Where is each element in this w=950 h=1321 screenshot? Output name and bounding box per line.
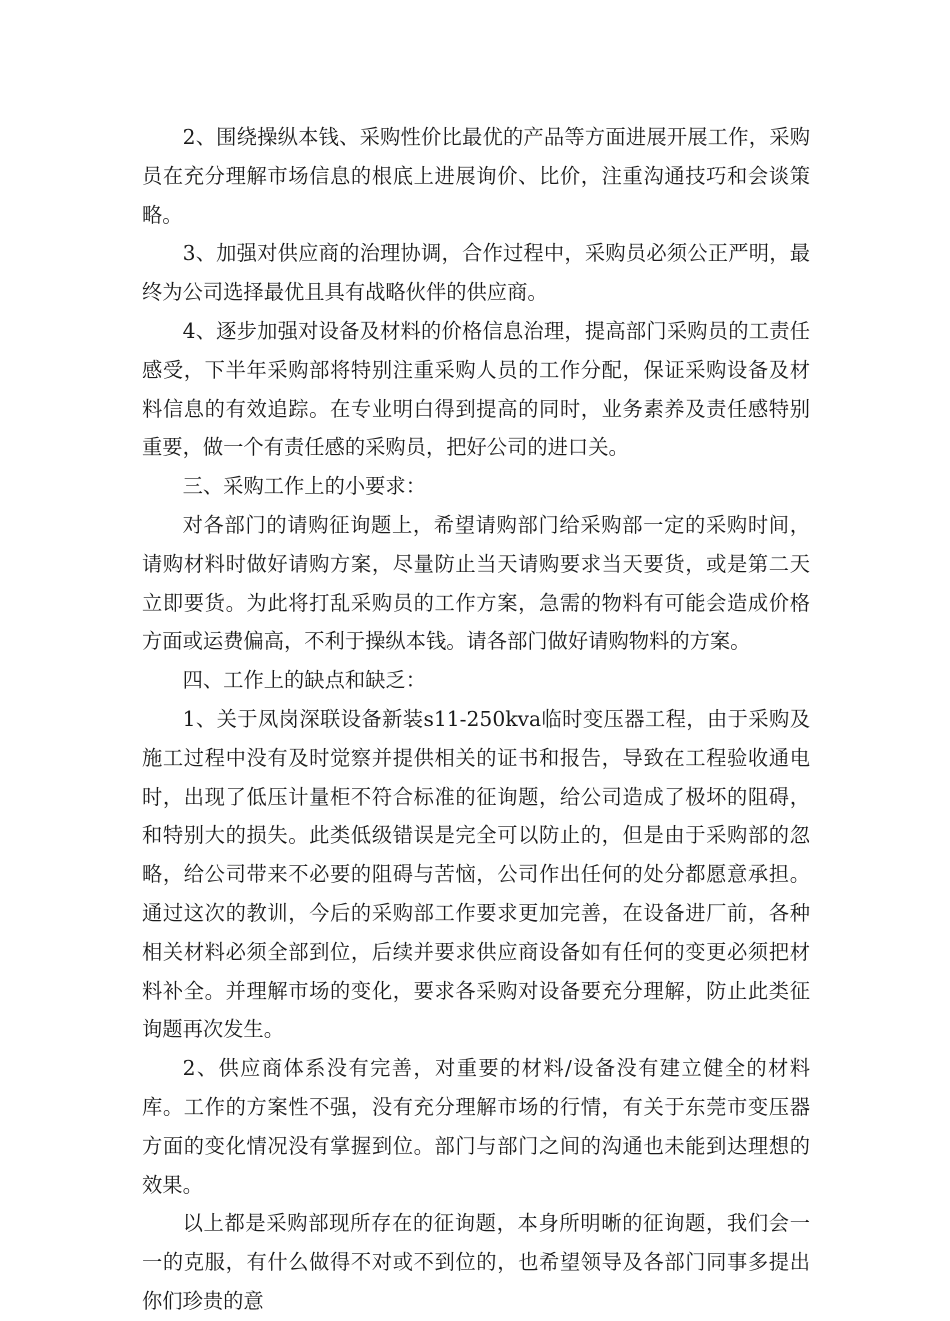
paragraph-item-2: 2、围绕操纵本钱、采购性价比最优的产品等方面进展开展工作，采购员在充分理解市场信息的根底上进展询价、比价，注重沟通技巧和会谈策略。	[142, 125, 810, 227]
paragraph-item-3: 3、加强对供应商的治理协调，合作过程中，采购员必须公正严明，最终为公司选择最优且具有战略伙伴的供应商。	[142, 241, 810, 305]
section-heading-4: 四、工作上的缺点和缺乏：	[182, 668, 426, 693]
document-body	[142, 118, 810, 1321]
section-heading-3: 三、采购工作上的小要求：	[182, 474, 426, 499]
paragraph-item-4: 4、逐步加强对设备及材料的价格信息治理，提高部门采购员的工责任感受，下半年采购部将特别注重采购人员的工作分配，保证采购设备及材料信息的有效追踪。在专业明白得到提高的同时，业务素养及责任感特别重要，做一个有责任感的采购员，把好公司的进口关。	[142, 318, 810, 460]
paragraph-shortcoming-1: 1、关于凤岗深联设备新装s11-250kva临时变压器工程，由于采购及施工过程中没有及时觉察并提供相关的证书和报告，导致在工程验收通电时，出现了低压计量柜不符合标准的征询题，给公司造成了极坏的阻碍，和特别大的损失。此类低级错误是完全可以防止的，但是由于采购部的忽略，给公司带来不必要的阻碍与苦恼，公司作出任何的处分都愿意承担。通过这次的教训，今后的采购部工作要求更加完善，在设备进厂前，各种相关材料必须全部到位，后续并要求供应商设备如有任何的变更必须把材料补全。并理解市场的变化，要求各采购对设备要充分理解，防止此类征询题再次发生。	[142, 706, 810, 1042]
paragraph-closing: 以上都是采购部现所存在的征询题，本身所明晰的征询题，我们会一一的克服，有什么做得不对或不到位的，也希望领导及各部门同事多提出你们珍贵的意	[142, 1211, 810, 1313]
paragraph-requests: 对各部门的请购征询题上，希望请购部门给采购部一定的采购时间，请购材料时做好请购方案，尽量防止当天请购要求当天要货，或是第二天立即要货。为此将打乱采购员的工作方案，急需的物料有可能会造成价格方面或运费偏高，不利于操纵本钱。请各部门做好请购物料的方案。	[142, 512, 810, 654]
paragraph-shortcoming-2: 2、供应商体系没有完善，对重要的材料/设备没有建立健全的材料库。工作的方案性不强，没有充分理解市场的行情，有关于东莞市变压器方面的变化情况没有掌握到位。部门与部门之间的沟通也未能到达理想的效果。	[142, 1056, 810, 1197]
